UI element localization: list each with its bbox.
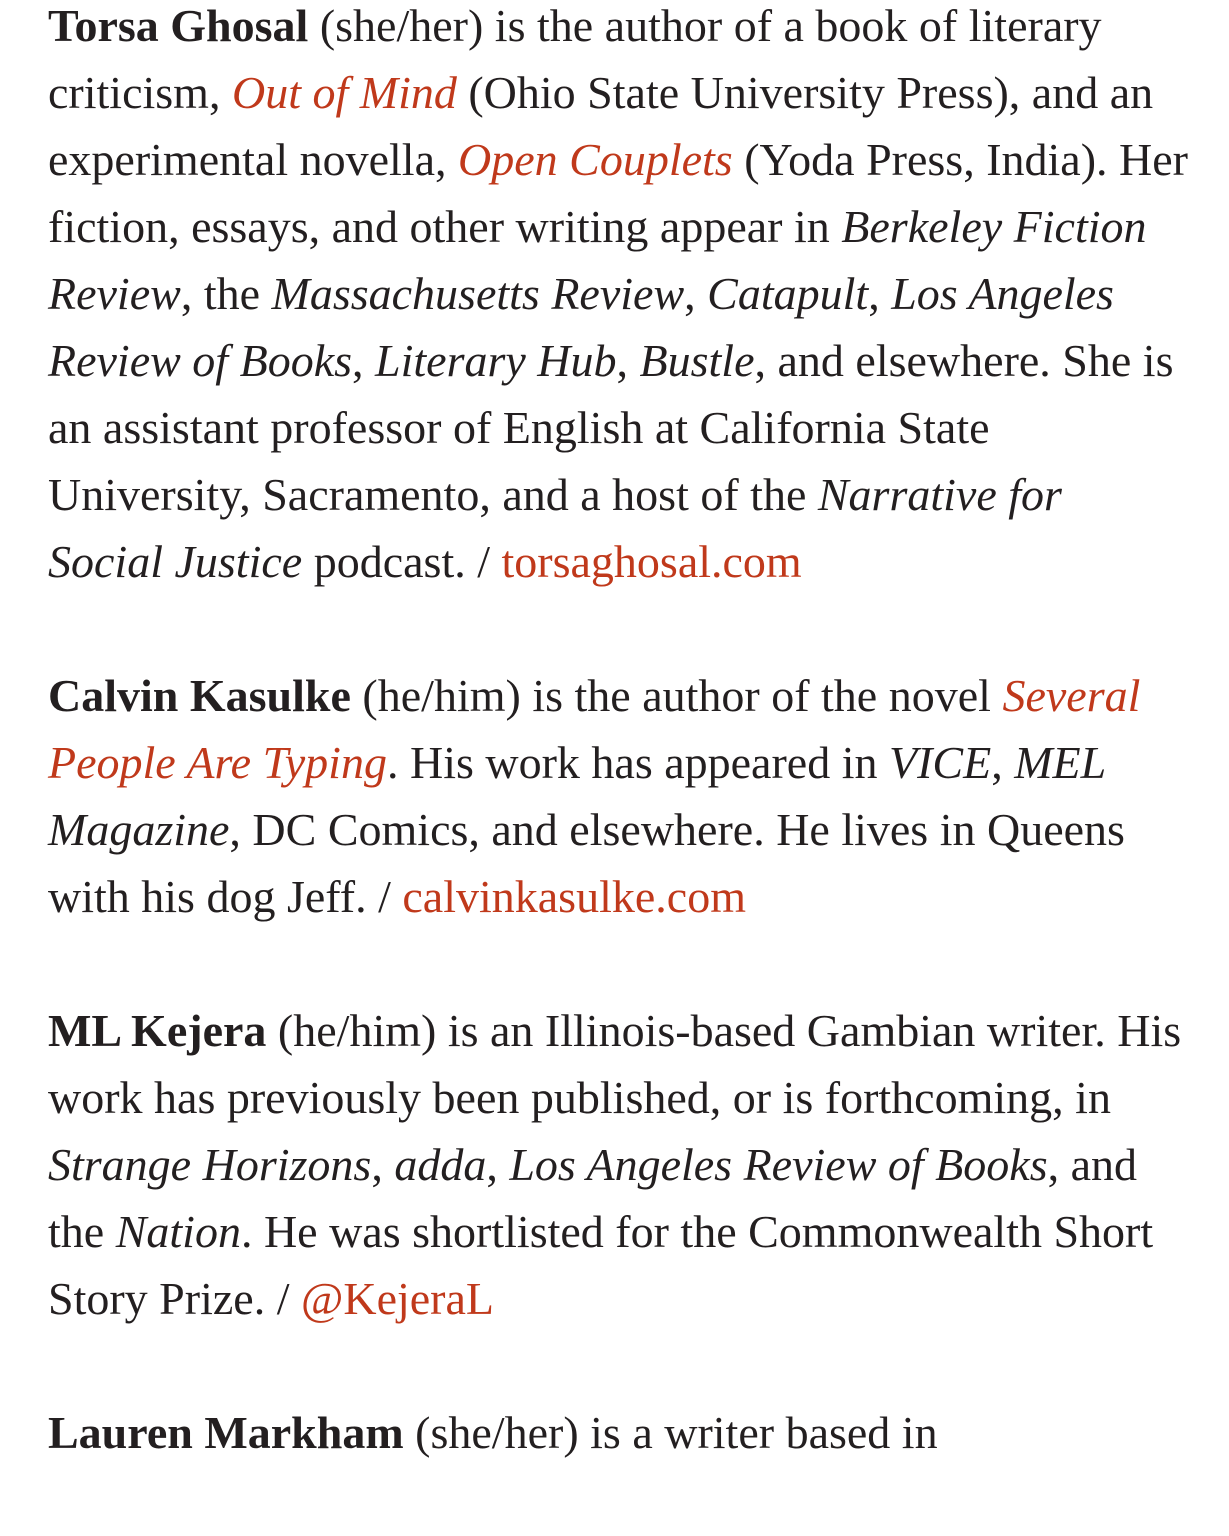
- bio-text: (he/him) is an Illinois-based Gambian writer. His work has previously been published, or is forthcoming, in: [48, 1005, 1182, 1123]
- publication-title: VICE: [889, 737, 992, 788]
- bio-text: ,: [868, 268, 892, 319]
- publication-title: adda: [394, 1139, 487, 1190]
- bio-text: ,: [371, 1139, 395, 1190]
- book-link-out-of-mind[interactable]: Out of Mind: [231, 67, 457, 118]
- bio-text: ,: [616, 335, 640, 386]
- publication-title: Literary Hub: [375, 335, 617, 386]
- publication-title: Nation: [115, 1206, 241, 1257]
- publication-title: Massachusetts Review: [271, 268, 685, 319]
- publication-title: Los Angeles Review of Books: [48, 268, 1114, 386]
- bio-list: [48, 0, 1188, 1533]
- bio-text: ,: [352, 335, 376, 386]
- bio-text: , and elsewhere. She is an assistant professor of English at California State University, Sacramento, and a host of the: [48, 335, 1174, 520]
- author-name: Torsa Ghosal: [48, 0, 309, 51]
- bio-text: , DC Comics, and elsewhere. He lives in Queens with his dog Jeff. /: [48, 804, 1125, 922]
- publication-title: Berkeley Fiction Review: [48, 201, 1147, 319]
- bio-text: , and the: [48, 1139, 1138, 1257]
- bio-ml-kejera: [48, 997, 1188, 1332]
- bio-text: (Yoda Press, India). Her fiction, essays, and other writing appear in: [48, 134, 1188, 252]
- author-name: Lauren Markham: [48, 1407, 404, 1458]
- bio-lauren-markham: [48, 1399, 1188, 1466]
- website-link-torsaghosal[interactable]: torsaghosal.com: [501, 536, 802, 587]
- website-link-calvinkasulke[interactable]: calvinkasulke.com: [402, 871, 746, 922]
- bio-text: (Ohio State University Press), and an experimental novella,: [48, 67, 1154, 185]
- author-name: Calvin Kasulke: [48, 670, 351, 721]
- publication-title: Narrative for Social Justice: [48, 469, 1062, 587]
- bio-text: ,: [684, 268, 708, 319]
- publication-title: Los Angeles Review of Books: [509, 1139, 1048, 1190]
- bio-text: (she/her) is the author of a book of literary criticism,: [48, 0, 1102, 118]
- book-link-several-people-are-typing[interactable]: Several People Are Typing: [48, 670, 1141, 788]
- social-link-kejeral[interactable]: @KejeraL: [300, 1273, 495, 1324]
- bio-text: . His work has appeared in: [386, 737, 889, 788]
- bio-text: podcast. /: [302, 536, 502, 587]
- publication-title: MEL Magazine: [48, 737, 1106, 855]
- publication-title: Bustle: [639, 335, 755, 386]
- bio-torsa-ghosal: [48, 0, 1188, 595]
- bio-text: , the: [180, 268, 272, 319]
- bio-calvin-kasulke: [48, 662, 1188, 930]
- author-name: ML Kejera: [48, 1005, 267, 1056]
- bio-text: (he/him) is the author of the novel: [350, 670, 1003, 721]
- bio-text: ,: [991, 737, 1015, 788]
- book-link-open-couplets[interactable]: Open Couplets: [458, 134, 733, 185]
- bio-text: . He was shortlisted for the Commonwealth Short Story Prize. /: [48, 1206, 1154, 1324]
- publication-title: Strange Horizons: [48, 1139, 372, 1190]
- bio-text: (she/her) is a writer based in: [403, 1407, 938, 1458]
- publication-title: Catapult: [707, 268, 869, 319]
- bio-text: ,: [486, 1139, 510, 1190]
